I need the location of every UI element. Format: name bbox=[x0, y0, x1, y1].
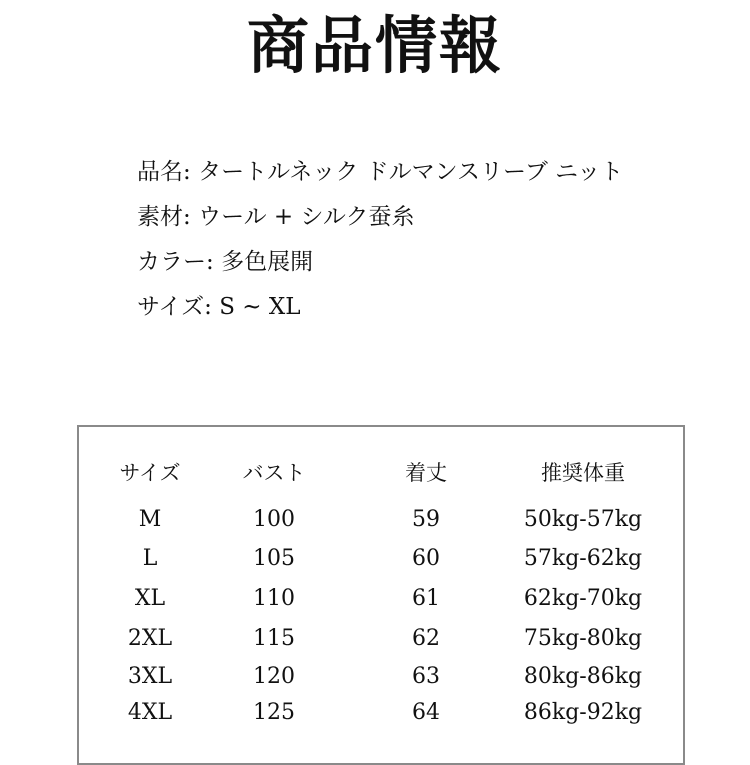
cell-length: 62 bbox=[412, 626, 440, 651]
cell-weight: 57kg-62kg bbox=[523, 546, 643, 571]
header-bust: バスト bbox=[242, 461, 306, 485]
info-material bbox=[137, 195, 623, 240]
info-product-name bbox=[137, 150, 623, 195]
cell-bust: 120 bbox=[253, 664, 295, 689]
cell-weight: 80kg-86kg bbox=[523, 664, 643, 689]
cell-size: 2XL bbox=[127, 626, 173, 651]
cell-length: 59 bbox=[412, 507, 440, 532]
cell-size: XL bbox=[134, 586, 166, 611]
cell-length: 61 bbox=[412, 586, 440, 611]
header-weight: 推奨体重 bbox=[541, 461, 625, 485]
cell-size: 3XL bbox=[127, 664, 173, 689]
cell-bust: 110 bbox=[253, 586, 295, 611]
header-size: サイズ bbox=[119, 461, 181, 485]
cell-length: 64 bbox=[412, 700, 440, 725]
info-value: ウール + シルク蚕糸 bbox=[198, 204, 415, 230]
info-value: 多色展開 bbox=[221, 249, 314, 275]
info-size bbox=[137, 285, 623, 330]
info-label: 素材: bbox=[137, 204, 191, 230]
info-label: カラー: bbox=[137, 249, 214, 275]
cell-length: 60 bbox=[412, 546, 440, 571]
cell-weight: 62kg-70kg bbox=[523, 586, 643, 611]
cell-size: M bbox=[138, 507, 162, 532]
size-table bbox=[77, 425, 685, 765]
product-info bbox=[137, 150, 623, 330]
info-label: 品名: bbox=[137, 159, 191, 185]
cell-bust: 115 bbox=[253, 626, 295, 651]
cell-length: 63 bbox=[412, 664, 440, 689]
info-label: サイズ: bbox=[137, 294, 212, 320]
cell-weight: 50kg-57kg bbox=[523, 507, 643, 532]
cell-weight: 75kg-80kg bbox=[523, 626, 643, 651]
cell-bust: 105 bbox=[253, 546, 295, 571]
page-title: 商品情報 bbox=[246, 9, 503, 82]
cell-size: L bbox=[142, 546, 158, 571]
info-color bbox=[137, 240, 623, 285]
cell-bust: 100 bbox=[253, 507, 295, 532]
cell-weight: 86kg-92kg bbox=[523, 700, 643, 725]
info-value: S ~ XL bbox=[219, 294, 301, 320]
cell-size: 4XL bbox=[127, 700, 173, 725]
cell-bust: 125 bbox=[253, 700, 295, 725]
header-length: 着丈 bbox=[405, 461, 447, 485]
info-value: タートルネック ドルマンスリーブ ニット bbox=[198, 159, 624, 185]
